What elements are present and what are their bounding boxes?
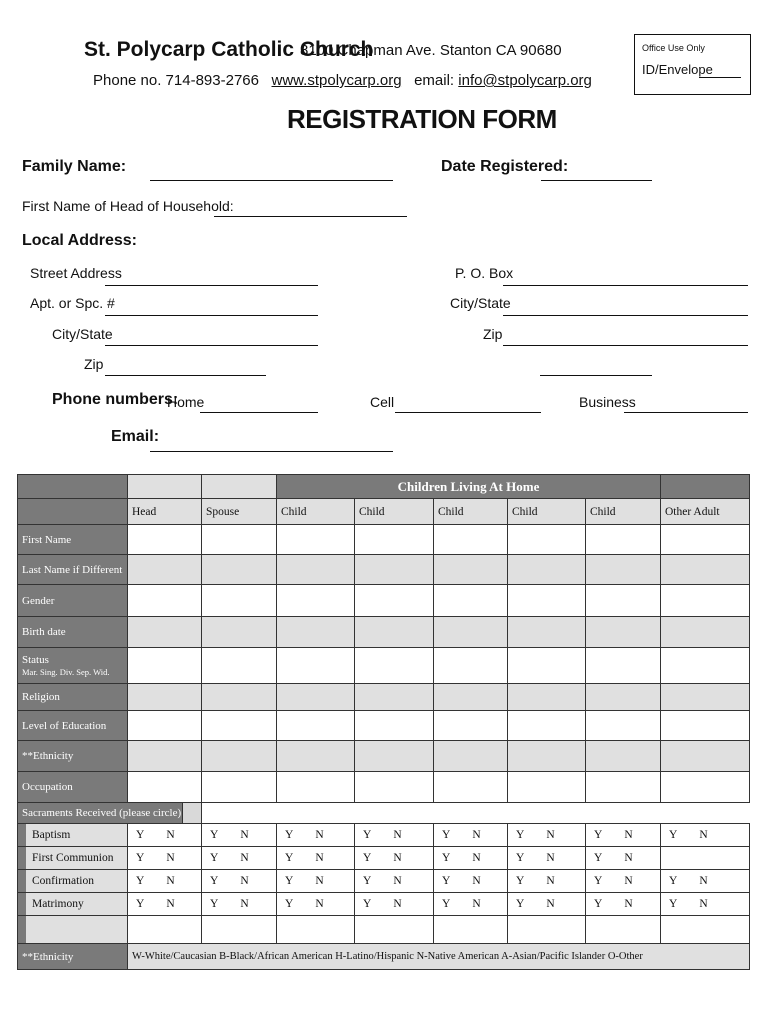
col-head: Head (128, 499, 202, 525)
table-cell[interactable] (355, 741, 434, 772)
zip-2-field[interactable] (503, 345, 748, 346)
table-column-header-row (18, 499, 750, 525)
date-registered-field[interactable] (541, 180, 652, 181)
sacrament-yn-cell (586, 893, 661, 916)
table-cell[interactable] (508, 525, 586, 555)
no-option[interactable]: N (393, 875, 402, 887)
street-address-field[interactable] (105, 285, 318, 286)
table-cell[interactable] (508, 555, 586, 585)
table-row (18, 711, 750, 741)
contact-line (93, 72, 592, 89)
table-cell[interactable] (508, 585, 586, 617)
table-row (18, 741, 750, 772)
sacrament-yn-cell (277, 893, 355, 916)
row-label: First Name (18, 525, 128, 555)
table-row (18, 525, 750, 555)
sacrament-yn-cell (355, 824, 434, 847)
no-option[interactable]: N (393, 898, 402, 910)
yes-option[interactable]: Y (210, 852, 219, 864)
office-use-title: Office Use Only (642, 43, 705, 53)
table-cell[interactable] (586, 585, 661, 617)
sacrament-label: Baptism (32, 829, 71, 841)
no-option[interactable]: N (166, 829, 175, 841)
no-option[interactable]: N (315, 829, 324, 841)
sacrament-yn-cell (586, 824, 661, 847)
table-cell[interactable] (661, 648, 750, 684)
sacrament-yn-cell (355, 847, 434, 870)
yes-option[interactable]: Y (210, 875, 219, 887)
yes-option[interactable]: Y (669, 898, 678, 910)
table-cell[interactable] (586, 648, 661, 684)
table-cell[interactable] (661, 772, 750, 803)
sacrament-yn-cell (661, 870, 750, 893)
sacrament-row (18, 870, 750, 893)
no-option[interactable]: N (393, 852, 402, 864)
sacrament-label-cell (18, 870, 128, 893)
col-child-2: Child (355, 499, 434, 525)
business-phone-label: Business (579, 394, 636, 410)
table-cell[interactable] (661, 525, 750, 555)
sacrament-label: First Communion (32, 852, 114, 864)
col-child-5: Child (586, 499, 661, 525)
table-cell[interactable] (128, 617, 202, 648)
col-spouse: Spouse (202, 499, 277, 525)
table-cell[interactable] (202, 525, 277, 555)
family-name-field[interactable] (150, 180, 393, 181)
table-cell[interactable] (434, 555, 508, 585)
table-cell[interactable] (355, 585, 434, 617)
table-cell[interactable] (277, 741, 355, 772)
sacrament-row (18, 847, 750, 870)
zip-field[interactable] (105, 375, 266, 376)
row-label: Level of Education (18, 711, 128, 741)
table-cell[interactable] (661, 585, 750, 617)
apt-field[interactable] (105, 315, 318, 316)
no-option[interactable]: N (624, 829, 633, 841)
table-cell[interactable] (586, 525, 661, 555)
sacrament-yn-cell (586, 870, 661, 893)
yes-option[interactable]: Y (285, 829, 294, 841)
row-label (18, 648, 128, 684)
yes-option[interactable]: Y (136, 875, 145, 887)
sacrament-row (18, 824, 750, 847)
yes-option[interactable]: Y (363, 875, 372, 887)
table-cell[interactable] (128, 684, 202, 711)
no-option[interactable]: N (472, 875, 481, 887)
table-cell[interactable] (661, 617, 750, 648)
row-label: Gender (18, 585, 128, 617)
sacrament-yn-cell (434, 847, 508, 870)
table-cell[interactable] (128, 525, 202, 555)
table-cell[interactable] (355, 617, 434, 648)
table-cell[interactable] (202, 585, 277, 617)
yes-option[interactable]: Y (285, 852, 294, 864)
sacrament-yn-cell (434, 870, 508, 893)
table-row (18, 585, 750, 617)
table-cell[interactable] (586, 711, 661, 741)
table-cell[interactable] (202, 772, 277, 803)
yes-option[interactable]: Y (669, 829, 678, 841)
yes-option[interactable]: Y (285, 898, 294, 910)
sacrament-label-cell (18, 893, 128, 916)
no-option[interactable]: N (624, 875, 633, 887)
sacrament-yn-cell (434, 824, 508, 847)
table-cell[interactable] (128, 772, 202, 803)
no-option[interactable]: N (240, 852, 249, 864)
table-cell[interactable] (434, 772, 508, 803)
yes-option[interactable]: Y (516, 875, 525, 887)
yes-option[interactable]: Y (594, 898, 603, 910)
no-option[interactable]: N (166, 875, 175, 887)
head-first-name-field[interactable] (214, 216, 407, 217)
sacrament-yn-cell (128, 847, 202, 870)
table-group-header-row (18, 475, 750, 499)
yes-option[interactable]: Y (442, 852, 451, 864)
no-option[interactable]: N (546, 875, 555, 887)
yes-option[interactable]: Y (594, 829, 603, 841)
table-cell[interactable] (508, 684, 586, 711)
zip-2-label: Zip (483, 326, 503, 342)
table-row (18, 684, 750, 711)
yes-option[interactable]: Y (136, 852, 145, 864)
no-option[interactable]: N (624, 898, 633, 910)
table-cell[interactable] (434, 585, 508, 617)
zip-label: Zip (84, 356, 104, 372)
no-option[interactable]: N (393, 829, 402, 841)
sacrament-yn-cell (202, 824, 277, 847)
table-cell[interactable] (508, 772, 586, 803)
sacrament-yn-cell (434, 893, 508, 916)
no-option[interactable]: N (315, 898, 324, 910)
extra-field[interactable] (540, 375, 652, 376)
yes-option[interactable]: Y (210, 898, 219, 910)
table-cell[interactable] (508, 648, 586, 684)
cell-phone-field[interactable] (395, 412, 541, 413)
email-prefix: email: (414, 72, 455, 89)
no-option[interactable]: N (699, 875, 708, 887)
yes-option[interactable]: Y (594, 852, 603, 864)
phone-text: Phone no. 714-893-2766 (93, 72, 259, 89)
yes-option[interactable]: Y (136, 898, 145, 910)
table-cell[interactable] (508, 617, 586, 648)
no-option[interactable]: N (240, 829, 249, 841)
row-label: Occupation (18, 772, 128, 803)
apt-label: Apt. or Spc. # (30, 295, 115, 311)
no-option[interactable]: N (240, 875, 249, 887)
table-cell[interactable] (434, 684, 508, 711)
table-cell[interactable] (434, 648, 508, 684)
table-cell[interactable] (434, 711, 508, 741)
po-box-field[interactable] (503, 285, 748, 286)
yes-option[interactable]: Y (442, 898, 451, 910)
email-field[interactable] (150, 451, 393, 452)
table-cell[interactable] (586, 555, 661, 585)
ethnicity-legend-label: **Ethnicity (18, 944, 128, 970)
table-cell[interactable] (277, 711, 355, 741)
sacrament-yn-cell (508, 847, 586, 870)
sacrament-yn-cell (128, 870, 202, 893)
church-name: St. Polycarp Catholic Church (84, 38, 374, 61)
table-cell[interactable] (128, 711, 202, 741)
id-envelope-label: ID/Envelope (642, 62, 713, 77)
table-cell[interactable] (355, 555, 434, 585)
no-option[interactable]: N (166, 852, 175, 864)
no-option[interactable]: N (699, 829, 708, 841)
table-cell[interactable] (586, 741, 661, 772)
phone-numbers-label: Phone numbers: (52, 391, 179, 408)
table-cell[interactable] (661, 555, 750, 585)
row-label: **Ethnicity (18, 741, 128, 772)
no-option[interactable]: N (546, 898, 555, 910)
sacraments-header-row (18, 803, 750, 824)
table-cell[interactable] (661, 741, 750, 772)
no-option[interactable]: N (472, 898, 481, 910)
table-row (18, 772, 750, 803)
sacrament-yn-cell (202, 870, 277, 893)
po-box-label: P. O. Box (455, 265, 514, 281)
table-cell[interactable] (202, 684, 277, 711)
table-row (18, 617, 750, 648)
table-cell[interactable] (277, 772, 355, 803)
sacrament-yn-cell (508, 893, 586, 916)
ethnicity-legend-row (18, 944, 750, 970)
table-row (18, 555, 750, 585)
table-cell[interactable] (661, 711, 750, 741)
table-cell[interactable] (128, 648, 202, 684)
status-label: Status (22, 653, 49, 666)
yes-option[interactable]: Y (516, 852, 525, 864)
sacraments-label: Sacraments Received (please circle) (22, 807, 182, 819)
sacrament-yn-cell (508, 824, 586, 847)
church-address: 8100 Chapman Ave. Stanton CA 90680 (300, 42, 562, 59)
family-members-table (17, 474, 750, 970)
sacrament-yn-cell (355, 893, 434, 916)
email-link[interactable]: info@stpolycarp.org (458, 72, 592, 89)
table-cell[interactable] (661, 684, 750, 711)
id-envelope-line[interactable] (699, 77, 741, 78)
col-child-3: Child (434, 499, 508, 525)
city-state-field[interactable] (105, 345, 318, 346)
sacrament-label-cell (18, 847, 128, 870)
business-phone-field[interactable] (624, 412, 748, 413)
yes-option[interactable]: Y (669, 875, 678, 887)
sacrament-label-cell (18, 824, 128, 847)
table-cell[interactable] (355, 525, 434, 555)
sacrament-label: Confirmation (32, 875, 94, 887)
yes-option[interactable]: Y (363, 829, 372, 841)
yes-option[interactable]: Y (363, 898, 372, 910)
no-option[interactable]: N (472, 852, 481, 864)
table-cell[interactable] (355, 648, 434, 684)
yes-option[interactable]: Y (210, 829, 219, 841)
table-cell[interactable] (277, 555, 355, 585)
city-state-2-field[interactable] (503, 315, 748, 316)
sacrament-yn-cell (202, 847, 277, 870)
street-address-label: Street Address (30, 265, 122, 281)
table-cell[interactable] (434, 617, 508, 648)
table-cell[interactable] (586, 617, 661, 648)
sacrament-label: Matrimony (32, 898, 84, 910)
yes-option[interactable]: Y (442, 829, 451, 841)
no-option[interactable]: N (546, 829, 555, 841)
table-cell[interactable] (202, 648, 277, 684)
table-cell[interactable] (277, 684, 355, 711)
yes-option[interactable]: Y (363, 852, 372, 864)
sacrament-yn-cell (128, 893, 202, 916)
city-state-2-label: City/State (450, 295, 511, 311)
table-cell[interactable] (277, 525, 355, 555)
col-child-4: Child (508, 499, 586, 525)
table-cell[interactable] (508, 711, 586, 741)
table-cell[interactable] (434, 525, 508, 555)
local-address-label: Local Address: (22, 232, 137, 249)
no-option[interactable]: N (624, 852, 633, 864)
no-option[interactable]: N (240, 898, 249, 910)
table-cell[interactable] (128, 741, 202, 772)
table-cell[interactable] (277, 648, 355, 684)
table-cell[interactable] (202, 617, 277, 648)
home-phone-label: Home (167, 394, 205, 410)
head-first-name-label: First Name of Head of Household: (22, 198, 234, 214)
website-link[interactable]: www.stpolycarp.org (271, 72, 402, 89)
row-label: Birth date (18, 617, 128, 648)
sacrament-yn-cell (277, 847, 355, 870)
sacrament-yn-cell (202, 893, 277, 916)
no-option[interactable]: N (315, 852, 324, 864)
children-group-header: Children Living At Home (277, 475, 661, 499)
no-option[interactable]: N (546, 852, 555, 864)
family-name-label: Family Name: (22, 158, 127, 175)
date-registered-label: Date Registered: (441, 158, 569, 175)
yes-option[interactable]: Y (442, 875, 451, 887)
row-label: Religion (18, 684, 128, 711)
home-phone-field[interactable] (200, 412, 318, 413)
table-cell[interactable] (128, 585, 202, 617)
no-option[interactable]: N (315, 875, 324, 887)
yes-option[interactable]: Y (516, 829, 525, 841)
table-cell[interactable] (128, 555, 202, 585)
sacrament-yn-cell (661, 824, 750, 847)
table-cell[interactable] (434, 741, 508, 772)
sacrament-yn-cell (355, 870, 434, 893)
table-cell[interactable] (355, 772, 434, 803)
yes-option[interactable]: Y (136, 829, 145, 841)
col-other-adult: Other Adult (661, 499, 750, 525)
form-title: REGISTRATION FORM (287, 104, 557, 134)
yes-option[interactable]: Y (594, 875, 603, 887)
city-state-label: City/State (52, 326, 113, 342)
table-cell[interactable] (202, 711, 277, 741)
table-row-status (18, 648, 750, 684)
status-sub-label: Mar. Sing. Div. Sep. Wid. (22, 666, 110, 677)
yes-option[interactable]: Y (285, 875, 294, 887)
sacrament-yn-cell (128, 824, 202, 847)
no-option[interactable]: N (699, 898, 708, 910)
sacrament-yn-cell (508, 870, 586, 893)
table-cell[interactable] (355, 711, 434, 741)
office-use-box (634, 34, 751, 95)
sacrament-yn-cell (277, 870, 355, 893)
yes-option[interactable]: Y (516, 898, 525, 910)
sacrament-yn-cell (277, 824, 355, 847)
cell-phone-label: Cell (370, 394, 395, 410)
table-cell[interactable] (202, 741, 277, 772)
table-cell[interactable] (355, 684, 434, 711)
table-cell[interactable] (586, 772, 661, 803)
table-cell[interactable] (202, 555, 277, 585)
table-cell[interactable] (277, 617, 355, 648)
row-label: Last Name if Different (18, 555, 128, 585)
table-blank-row (18, 916, 750, 944)
no-option[interactable]: N (472, 829, 481, 841)
table-cell[interactable] (586, 684, 661, 711)
sacrament-row (18, 893, 750, 916)
sacrament-yn-cell (661, 893, 750, 916)
table-cell[interactable] (508, 741, 586, 772)
table-cell[interactable] (277, 585, 355, 617)
col-child-1: Child (277, 499, 355, 525)
sacrament-yn-cell (586, 847, 661, 870)
ethnicity-legend-text: W-White/Caucasian B-Black/African American H-Latino/Hispanic N-Native American A-Asian/Pacific Islander O-Other (128, 944, 750, 970)
sacrament-yn-cell (661, 847, 750, 870)
no-option[interactable]: N (166, 898, 175, 910)
email-label: Email: (111, 428, 160, 445)
